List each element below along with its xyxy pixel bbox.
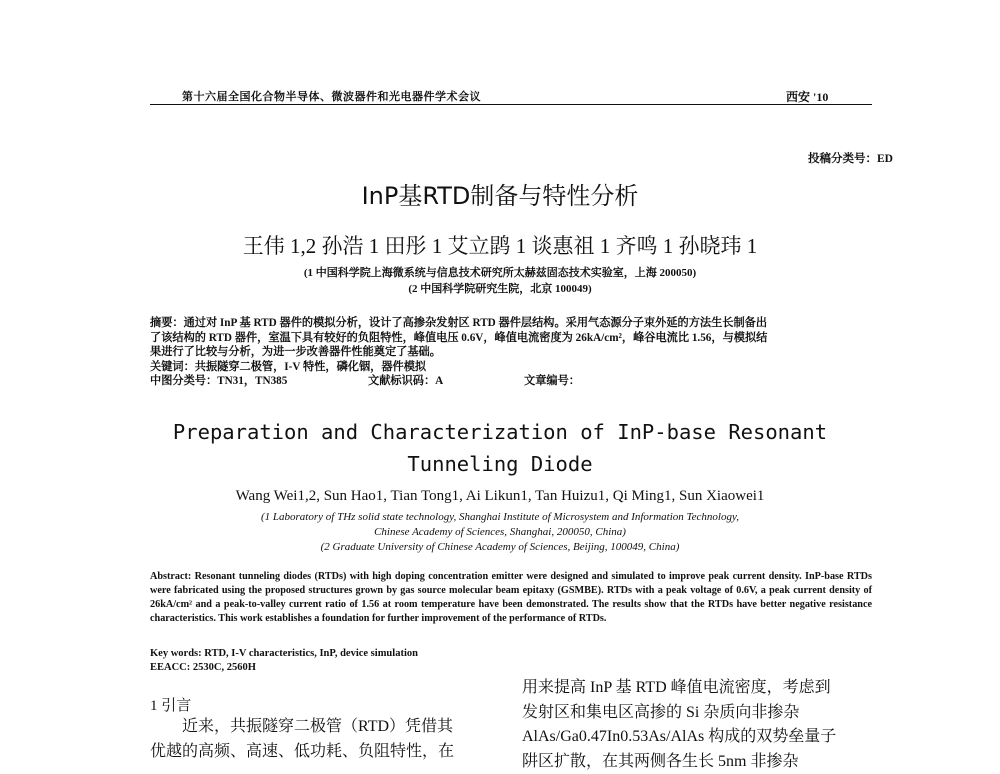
paper-title-en-line-1: Preparation and Characterization of InP-base Resonant <box>0 420 1000 444</box>
keywords-cn: 关键词：共振隧穿二极管，I-V 特性，磷化铟，器件模拟 <box>150 360 872 375</box>
paper-title-cn: InP基RTD制备与特性分析 <box>0 176 1000 211</box>
abstract-cn-line: 果进行了比较与分析，为进一步改善器件性能奠定了基础。 <box>150 345 872 360</box>
abstract-cn-line: 了该结构的 RTD 器件，室温下具有较好的负阻特性，峰值电压 0.6V，峰值电流密度为 26kA/cm²，峰谷电流比 1.56，与模拟结 <box>150 331 872 346</box>
classification-row <box>150 374 872 389</box>
authors-en: Wang Wei1,2, Sun Hao1, Tian Tong1, Ai Likun1, Tan Huizu1, Qi Ming1, Sun Xiaowei1 <box>0 488 1000 505</box>
affiliation-en-2: (2 Graduate University of Chinese Academy of Sciences, Beijing, 100049, China) <box>0 541 1000 553</box>
body-line: 优越的高频、高速、低功耗、负阻特性，在 <box>150 739 506 764</box>
affiliation-cn-2: (2 中国科学院研究生院，北京 100049) <box>0 280 1000 296</box>
running-header-place-year: 西安 '10 <box>786 88 828 105</box>
submission-classification: 投稿分类号：ED <box>808 150 893 166</box>
affiliation-cn-1: (1 中国科学院上海微系统与信息技术研究所太赫兹固态技术实验室，上海 200050) <box>0 264 1000 280</box>
body-line: 用来提高 InP 基 RTD 峰值电流密度，考虑到 <box>522 676 874 701</box>
header-rule <box>150 104 872 105</box>
abstract-cn-line: 摘要：通过对 InP 基 RTD 器件的模拟分析，设计了高掺杂发射区 RTD 器件层结构。采用气态源分子束外延的方法生长制备出 <box>150 316 872 331</box>
article-number: 文章编号： <box>524 374 580 389</box>
body-line: 发射区和集电区高掺的 Si 杂质向非掺杂 <box>522 701 874 726</box>
body-right-column <box>522 676 874 774</box>
paper-title-en-line-2: Tunneling Diode <box>0 452 1000 476</box>
eeacc-code: EEACC: 2530C, 2560H <box>150 662 256 673</box>
body-line: AlAs/Ga0.47In0.53As/AlAs 构成的双势垒量子 <box>522 725 874 750</box>
abstract-en: Abstract: Resonant tunneling diodes (RTDs) with high doping concentration emitter were designed and simulated to improve peak current density. InP-base RTDs were fabricated using the proposed structures grown by gas source molecular beam epitaxy (GSMBE). RTDs with a peak voltage of 0.6V, a peak current density of 26kA/cm² and a peak-to-valley current ratio of 1.56 at room temperature have been demonstrated. The results show that the RTDs have better negative resistance characteristics. This work establishes a foundation for further improvement of the performance of RTDs. <box>150 570 872 626</box>
affiliation-en-1: (1 Laboratory of THz solid state technology, Shanghai Institute of Microsystem and Information Technology, <box>0 511 1000 523</box>
keywords-en: Key words: RTD, I-V characteristics, InP, device simulation <box>150 648 418 659</box>
body-line: 阱区扩散，在其两侧各生长 5nm 非掺杂 <box>522 750 874 774</box>
clc-number: 中图分类号：TN31，TN385 <box>150 374 287 389</box>
running-header-conference: 第十六届全国化合物半导体、微波器件和光电器件学术会议 <box>182 88 481 104</box>
abstract-cn <box>150 316 872 389</box>
authors-cn: 王伟 1,2 孙浩 1 田彤 1 艾立鹍 1 谈惠祖 1 齐鸣 1 孙晓玮 1 <box>0 230 1000 260</box>
body-line: 近来，共振隧穿二极管（RTD）凭借其 <box>150 714 506 739</box>
document-code: 文献标识码：A <box>368 374 443 389</box>
body-left-column <box>150 714 506 764</box>
affiliation-en-1b: Chinese Academy of Sciences, Shanghai, 200050, China) <box>0 526 1000 538</box>
section-heading-introduction: 1 引言 <box>150 694 191 715</box>
